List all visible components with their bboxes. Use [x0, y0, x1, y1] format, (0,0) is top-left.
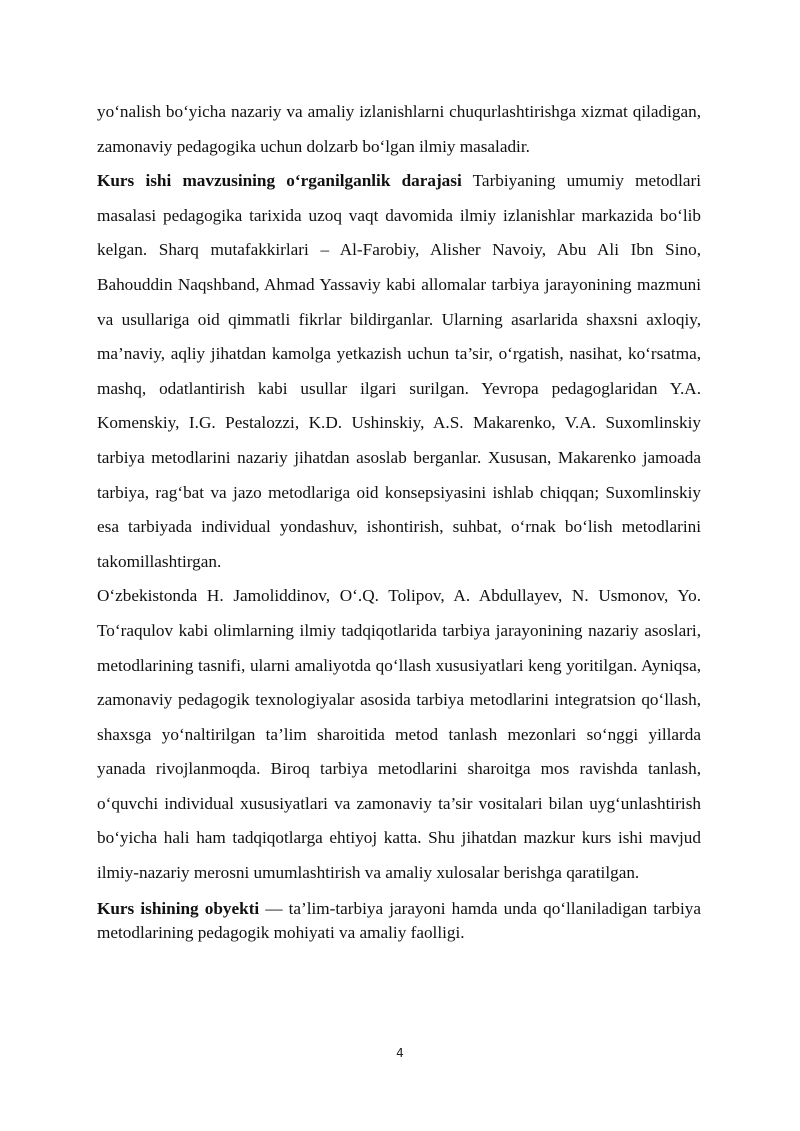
paragraph-heading: Kurs ishining obyekti	[97, 898, 260, 918]
paragraph-text: yo‘nalish bo‘yicha nazariy va amaliy izlanishlarni chuqurlashtirishga xizmat qiladigan, zamonaviy pedagogika uchun dolzarb bo‘lgan ilmiy masaladir.	[97, 102, 701, 156]
paragraph-text: O‘zbekistonda H. Jamoliddinov, O‘.Q. Tolipov, A. Abdullayev, N. Usmonov, Yo. To‘raqulov kabi olimlarning ilmiy tadqiqotlarida tarbiya jarayonining nazariy asoslari, metodlarining tasnifi, ularni amaliyotda qo‘llash xususiyatlari keng yoritilgan. Ayniqsa, zamonaviy pedagogik texnologiyalar asosida tarbiya metodlarini integratsion qo‘llash, shaxsga yo‘naltirilgan ta’lim sharoitida metod tanlash mezonlari so‘nggi yillarda yanada rivojlanmoqda. Biroq tarbiya metodlarini sharoitga mos ravishda tanlash, o‘quvchi individual xususiyatlari va zamonaviy ta’sir vositalari bilan uyg‘unlashtirish bo‘yicha hali ham tadqiqotlarga ehtiyoj katta. Shu jihatdan mazkur kurs ishi mavjud ilmiy-nazariy merosni umumlashtirish va amaliy xulosalar berishga qaratilgan.	[97, 586, 701, 883]
paragraph-heading: Kurs ishi mavzusining o‘rganilganlik darajasi	[97, 171, 462, 191]
paragraph-text: — ta’lim-tarbiya jarayoni hamda unda qo‘llaniladigan tarbiya metodlarining pedagogik mohiyati va amaliy faolligi.	[97, 898, 701, 942]
paragraph-continuation	[97, 95, 701, 164]
paragraph-text: Tarbiyaning umumiy metodlari masalasi pedagogika tarixida uzoq vaqt davomida ilmiy izlanishlar markazida bo‘lib kelgan. Sharq mutafakkirlari – Al-Farobiy, Alisher Navoiy, Abu Ali Ibn Sino, Bahouddin Naqshband, Ahmad Yassaviy kabi allomalar tarbiya jarayonining mazmuni va usullariga oid qimmatli fikrlar bildirganlar. Ularning asarlarida shaxsni axloqiy, ma’naviy, aqliy jihatdan kamolga yetkazish uchun ta’sir, o‘rgatish, nasihat, ko‘rsatma, mashq, odatlantirish kabi usullar ilgari surilgan. Yevropa pedagoglaridan Y.A. Komenskiy, I.G. Pestalozzi, K.D. Ushinskiy, A.S. Makarenko, V.A. Suxomlinskiy tarbiya metodlarini nazariy jihatdan asoslab berganlar. Xususan, Makarenko jamoada tarbiya, rag‘bat va jazo metodlariga oid konsepsiyasini ishlab chiqqan; Suxomlinskiy esa tarbiyada individual yondashuv, ishontirish, suhbat, o‘rnak bo‘lish metodlarini takomillashtirgan.	[97, 171, 701, 571]
paragraph-uzbek-research	[97, 579, 701, 890]
paragraph-object	[97, 897, 701, 945]
document-page	[97, 95, 701, 945]
paragraph-study-level	[97, 164, 701, 579]
page-number: 4	[396, 1046, 404, 1060]
